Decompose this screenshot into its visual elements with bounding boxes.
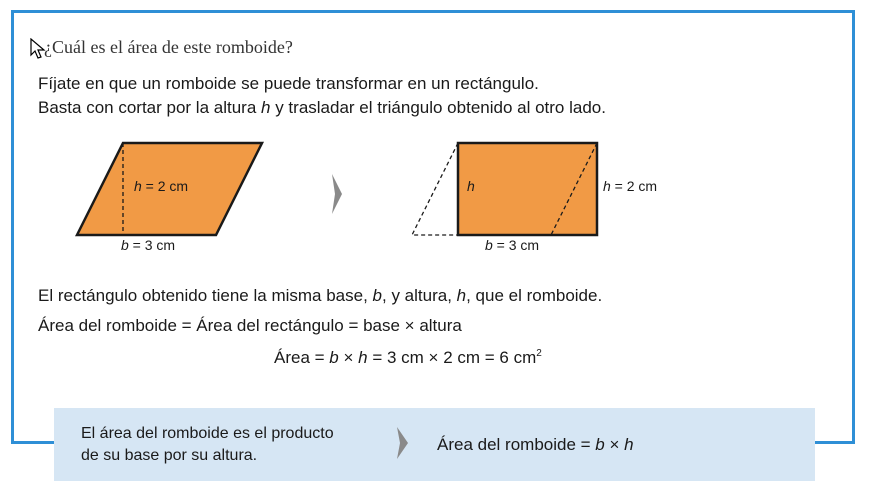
rectangle-side-label: h = 2 cm bbox=[603, 178, 658, 194]
explanation-line-1: El rectángulo obtenido tiene la misma base, b, y altura, h, que el romboide. bbox=[38, 286, 603, 305]
ghost-triangle bbox=[412, 143, 458, 235]
rhomboid-base-label: b = 3 cm bbox=[121, 237, 176, 253]
summary-text bbox=[81, 423, 334, 467]
intro-line-1: Fíjate en que un romboide se puede transformar en un rectángulo. bbox=[38, 74, 539, 93]
rectangle-base-label: b = 3 cm bbox=[485, 237, 540, 253]
summary-formula: Área del romboide = b × h bbox=[437, 435, 634, 454]
intro-line-2: Basta con cortar por la altura h y trasladar el triángulo obtenido al otro lado. bbox=[38, 98, 606, 117]
rectangle bbox=[458, 143, 597, 235]
rectangle-inner-h-label: h bbox=[467, 178, 475, 194]
summary-line-2: de su base por su altura. bbox=[81, 447, 258, 464]
rhomboid-height-label: h = 2 cm bbox=[134, 178, 189, 194]
summary-line-1: El área del romboide es el producto bbox=[81, 425, 334, 442]
summary-arrow-icon bbox=[395, 427, 409, 459]
transform-arrow-icon bbox=[332, 174, 342, 214]
summary-box bbox=[54, 408, 815, 481]
area-formula: Área = b × h = 3 cm × 2 cm = 6 $cm^2$ bbox=[274, 348, 542, 367]
question-title: ¿Cuál es el área de este romboide? bbox=[44, 37, 293, 57]
explanation-line-2: Área del romboide = Área del rectángulo = base × altura bbox=[38, 316, 462, 335]
